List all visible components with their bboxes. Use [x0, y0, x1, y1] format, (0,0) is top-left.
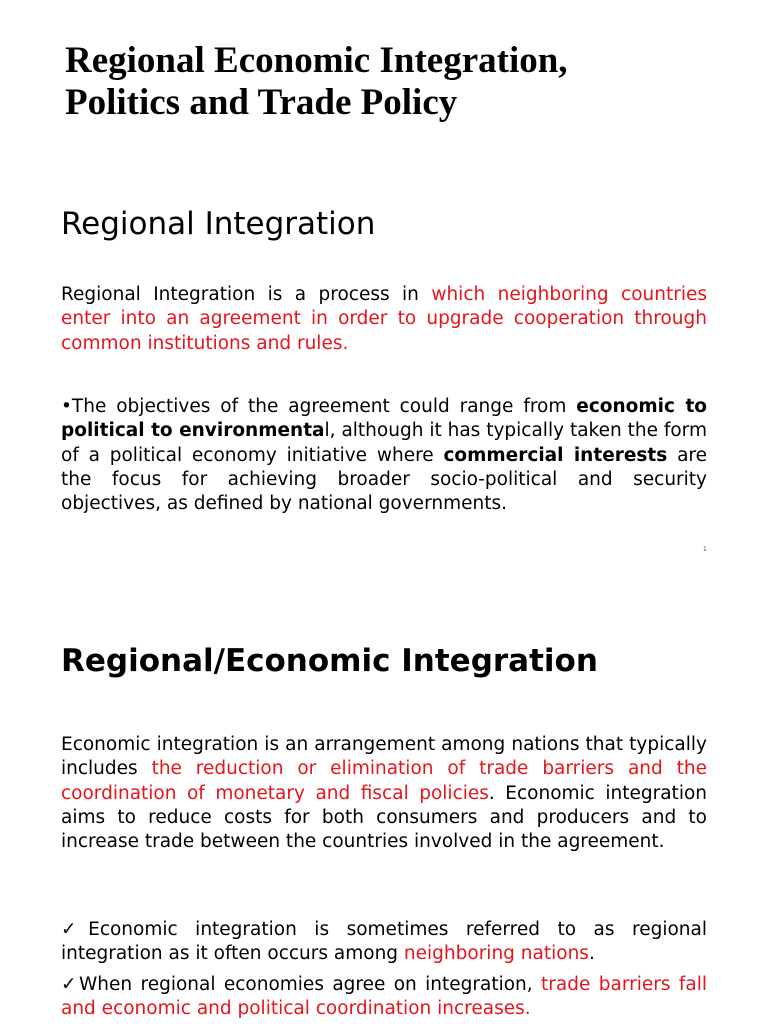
objectives-paragraph: [61, 395, 707, 516]
slide-2: [0, 580, 768, 1024]
check-icon: ✓: [61, 974, 79, 995]
objectives-text-c: are the focus for achieving broader socio-political and security objectives, as defined by national governments.: [61, 444, 707, 515]
bullet-dot: •: [61, 396, 72, 417]
economic-integration-paragraph: [61, 733, 707, 854]
title-line-1: Regional Economic Integration,: [65, 40, 568, 81]
paragraph-highlight: the reduction or elimination of trade barriers and the coordination of monetary and fiscal policies: [61, 758, 707, 804]
definition-highlight: which neighboring countries enter into an agreement in order to upgrade cooperation through common institutions and rules.: [61, 284, 708, 354]
objectives-text-a: The objectives of the agreement could range from: [71, 396, 577, 417]
checklist-item: [61, 973, 707, 1022]
checklist-highlight: trade barriers fall and economic and political coordination increases.: [61, 974, 707, 1020]
page-number: 1: [703, 546, 707, 553]
objectives-text-b: l, although it has typically taken the form of a political economy initiative where: [61, 420, 707, 466]
checklist-item: [61, 918, 707, 967]
presentation-title: [65, 40, 725, 124]
title-line-2: Politics and Trade Policy: [65, 82, 458, 123]
section-heading: Regional Integration: [61, 206, 376, 242]
checklist-text-a: Economic integration is sometimes referred to as regional integration as it often occurs among: [61, 919, 707, 965]
paragraph-text-a: Economic integration is an arrangement among nations that typically includes: [61, 734, 707, 780]
check-icon: ✓: [61, 919, 89, 940]
checklist-text-b: .: [588, 943, 595, 965]
checklist-highlight: neighboring nations: [403, 943, 589, 965]
definition-text: Regional Integration is a process in: [61, 284, 432, 305]
definition-paragraph: [61, 283, 707, 356]
slide-heading: Regional/Economic Integration: [61, 643, 598, 679]
checklist-text-a: When regional economies agree on integration,: [79, 974, 542, 995]
objectives-bold-b: commercial interests: [443, 444, 668, 466]
objectives-bold-a: economic to political to environmenta: [61, 396, 707, 442]
paragraph-text-b: . Economic integration aims to reduce costs for both consumers and producers and to increase trade between the countries involved in the agreement.: [61, 782, 707, 853]
